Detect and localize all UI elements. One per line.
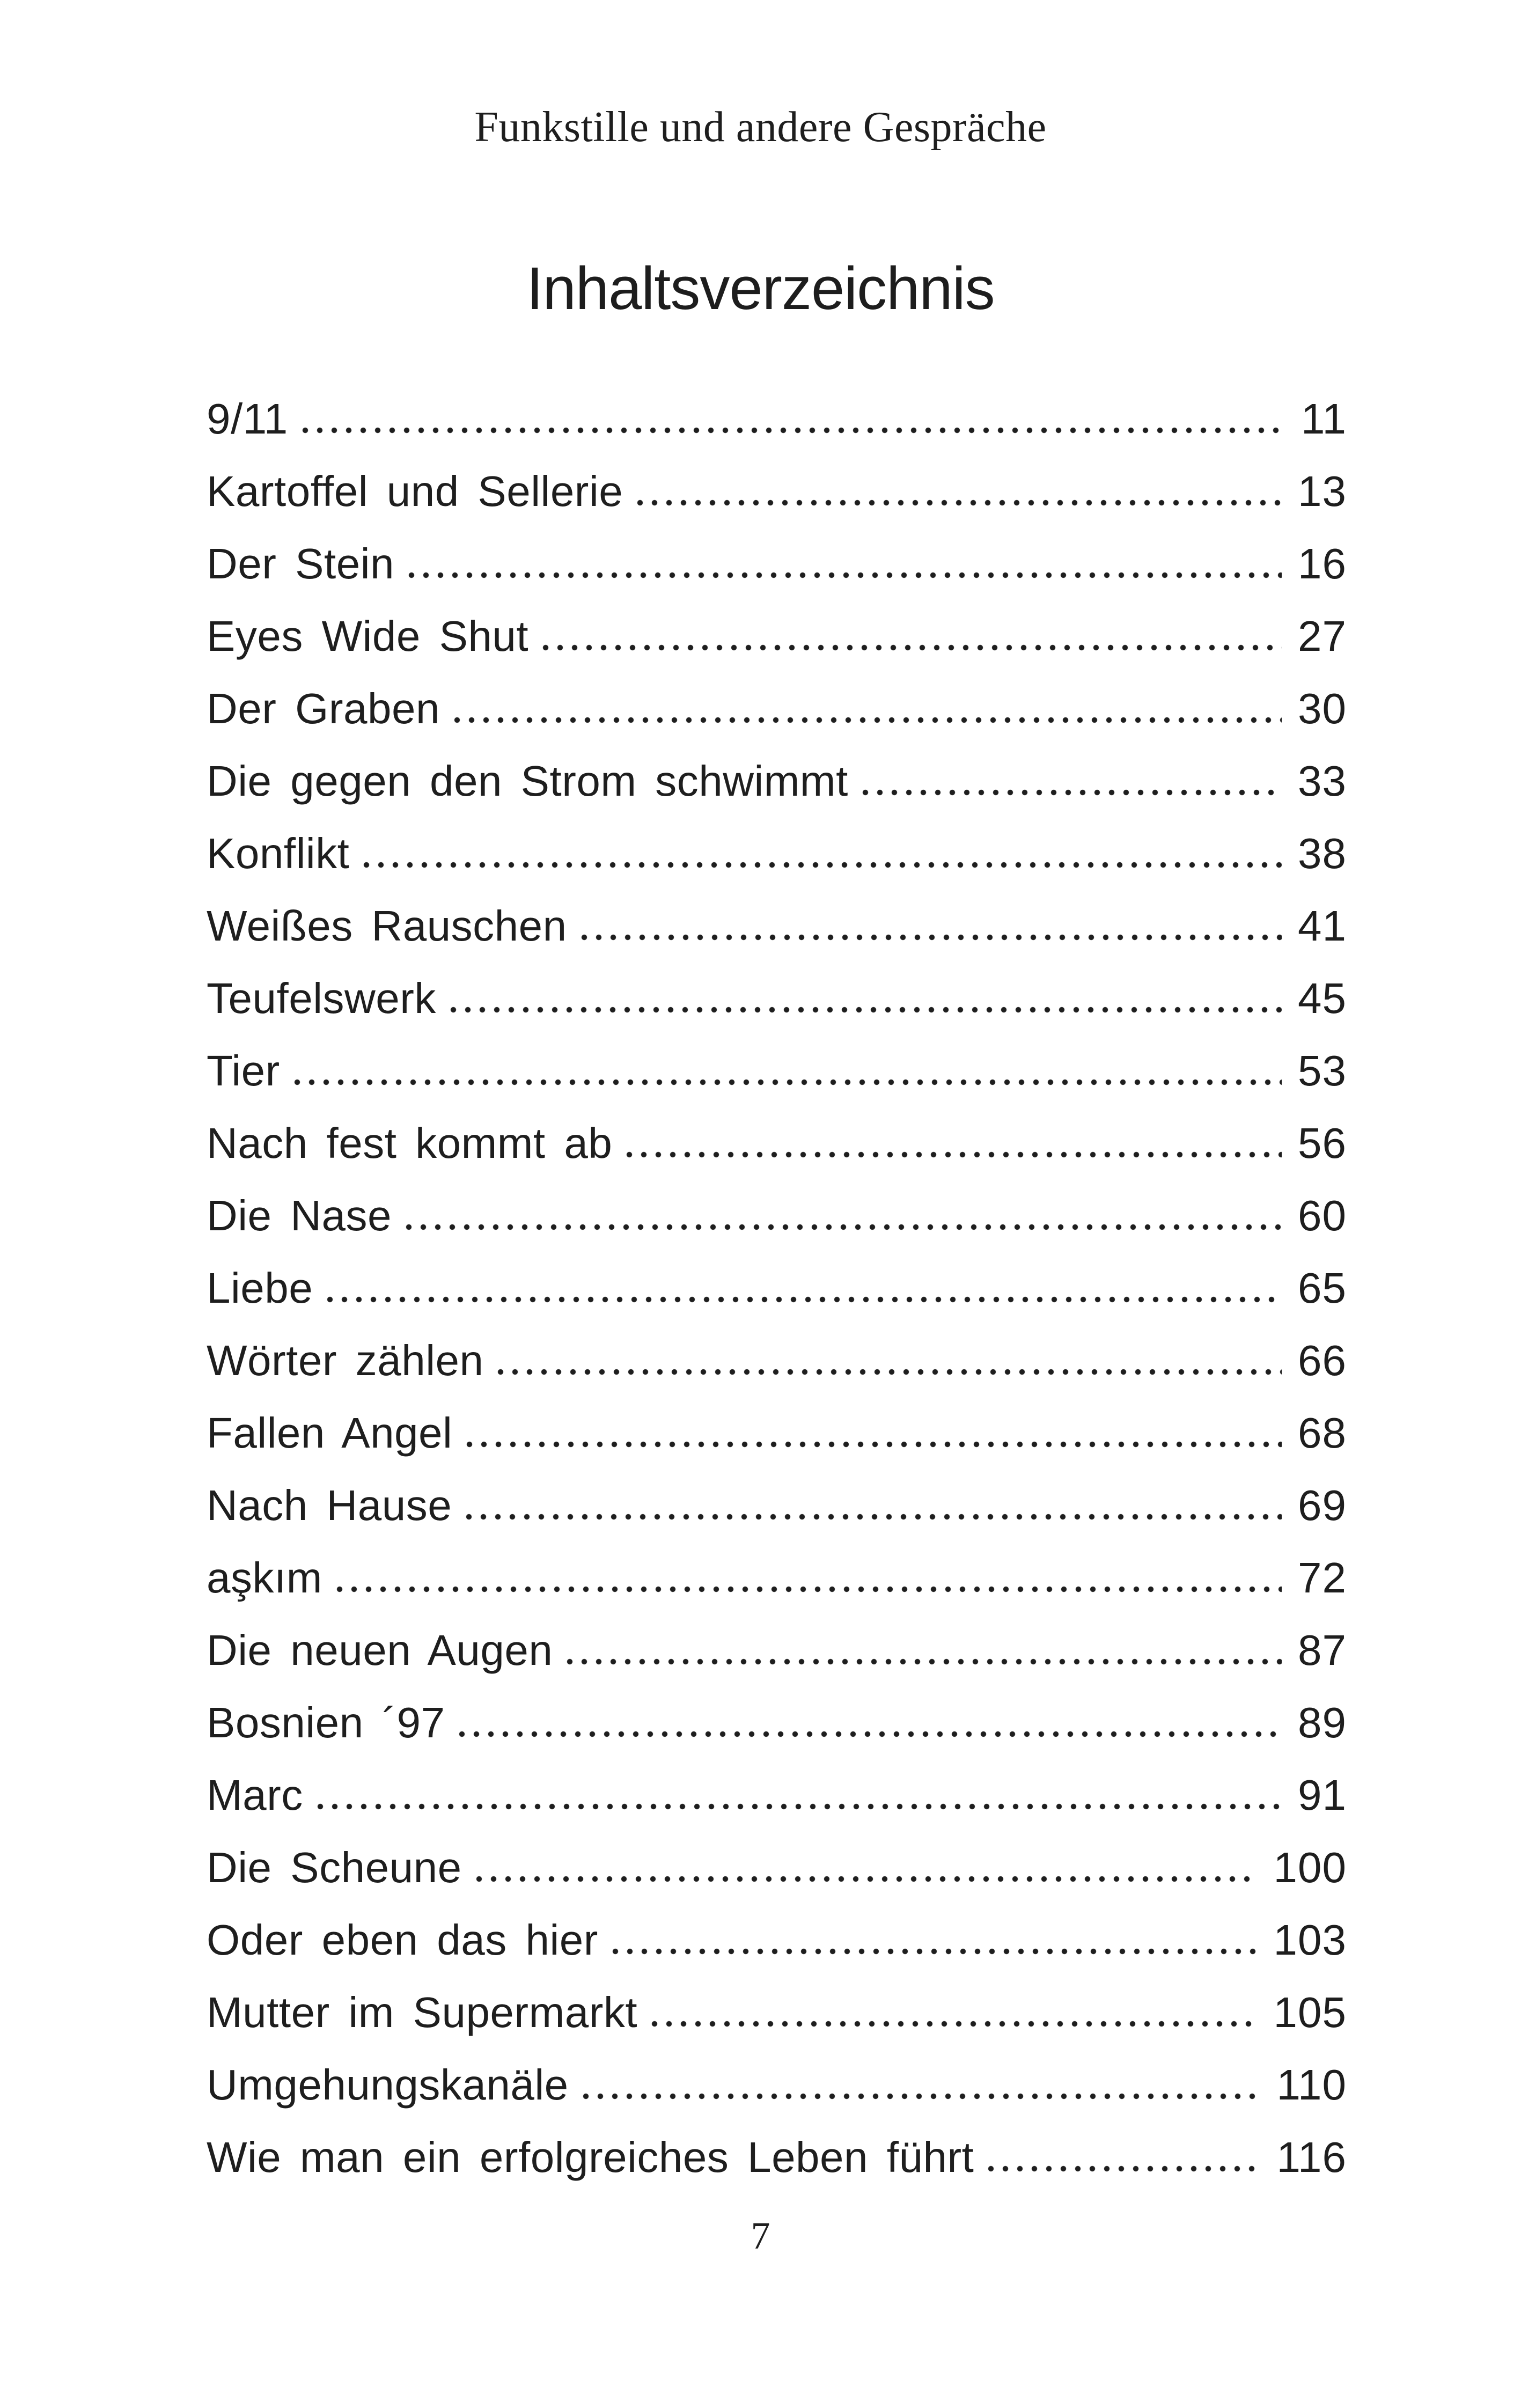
toc-entry-title: Fallen Angel — [207, 1409, 453, 1457]
toc-entry-title: Teufelswerk — [207, 974, 436, 1022]
toc-entry-title: Konflikt — [207, 829, 350, 877]
toc-list — [207, 395, 1347, 2208]
toc-leader-dots — [454, 717, 1282, 723]
toc-entry-page-number: 27 — [1298, 612, 1347, 660]
toc-entry-page-number: 56 — [1298, 1119, 1347, 1167]
toc-entry-title: Kartoffel und Sellerie — [207, 467, 623, 515]
toc-entry-page-number: 87 — [1298, 1626, 1347, 1674]
toc-entry-title: Die Nase — [207, 1192, 392, 1239]
toc-leader-dots — [408, 572, 1282, 578]
toc-entry — [207, 1409, 1347, 1484]
toc-entry-page-number: 30 — [1298, 685, 1347, 732]
toc-leader-dots — [626, 1151, 1282, 1158]
toc-entry-title: Die Scheune — [207, 1844, 462, 1891]
toc-entry-title: Oder eben das hier — [207, 1916, 598, 1964]
toc-entry — [207, 902, 1347, 977]
toc-entry — [207, 1626, 1347, 1701]
toc-leader-dots — [450, 1007, 1282, 1013]
toc-entry-page-number: 11 — [1300, 395, 1347, 443]
toc-entry — [207, 974, 1347, 1049]
toc-leader-dots — [567, 1658, 1282, 1665]
toc-entry-title: Die gegen den Strom schwimmt — [207, 757, 848, 805]
toc-entry-title: Der Stein — [207, 540, 394, 588]
toc-entry-page-number: 53 — [1298, 1047, 1347, 1095]
toc-entry-title: Bosnien ´97 — [207, 1699, 445, 1746]
toc-entry-page-number: 116 — [1276, 2133, 1347, 2181]
toc-entry-page-number: 33 — [1298, 757, 1347, 805]
toc-leader-dots — [581, 934, 1282, 941]
toc-entry — [207, 467, 1347, 542]
toc-entry-title: Weißes Rauschen — [207, 902, 567, 950]
toc-leader-dots — [862, 789, 1282, 796]
toc-leader-dots — [466, 1514, 1282, 1520]
toc-entry — [207, 1339, 1347, 1412]
toc-leader-dots — [476, 1876, 1258, 1882]
toc-leader-dots — [327, 1296, 1282, 1303]
toc-entry — [207, 395, 1347, 470]
toc-entry-page-number: 100 — [1273, 1844, 1347, 1891]
page-title: Inhaltsverzeichnis — [526, 255, 995, 322]
toc-entry-page-number: 13 — [1298, 467, 1347, 515]
toc-entry-title: 9/11 — [207, 395, 288, 443]
toc-entry-page-number: 103 — [1273, 1916, 1347, 1964]
toc-entry-title: Liebe — [207, 1264, 313, 1312]
toc-entry-page-number: 105 — [1273, 1988, 1347, 2036]
toc-entry — [207, 1846, 1347, 1919]
toc-entry — [207, 1481, 1347, 1557]
toc-entry — [207, 1119, 1347, 1194]
toc-entry-page-number: 16 — [1298, 540, 1347, 588]
toc-leader-dots — [583, 2093, 1261, 2099]
toc-entry-page-number: 69 — [1298, 1481, 1347, 1529]
toc-entry-title: aşkım — [207, 1554, 322, 1602]
toc-entry-title: Wie man ein erfolgreiches Leben führt — [207, 2133, 974, 2181]
toc-entry — [207, 1194, 1347, 1267]
toc-leader-dots — [637, 500, 1282, 506]
toc-entry-page-number: 45 — [1298, 974, 1347, 1022]
toc-leader-dots — [497, 1369, 1282, 1375]
toc-entry — [207, 612, 1347, 687]
toc-entry-page-number: 91 — [1298, 1771, 1347, 1819]
running-header: Funkstille und andere Gespräche — [474, 104, 1047, 151]
toc-entry-title: Umgehungskanäle — [207, 2061, 569, 2109]
toc-entry-page-number: 72 — [1298, 1554, 1347, 1602]
toc-entry-title: Nach Hause — [207, 1481, 452, 1529]
toc-leader-dots — [317, 1803, 1282, 1810]
toc-leader-dots — [459, 1731, 1282, 1737]
toc-leader-dots — [363, 862, 1282, 868]
toc-leader-dots — [988, 2165, 1260, 2172]
toc-entry-page-number: 66 — [1298, 1337, 1347, 1384]
toc-leader-dots — [466, 1441, 1282, 1448]
toc-leader-dots — [651, 2021, 1257, 2027]
toc-entry-page-number: 38 — [1298, 829, 1347, 877]
toc-leader-dots — [336, 1586, 1282, 1592]
toc-leader-dots — [612, 1948, 1258, 1955]
toc-entry-page-number: 60 — [1298, 1192, 1347, 1239]
toc-entry — [207, 1988, 1347, 2064]
toc-leader-dots — [542, 644, 1282, 651]
toc-entry-page-number: 65 — [1298, 1264, 1347, 1312]
toc-entry — [207, 1554, 1347, 1629]
toc-entry-page-number: 110 — [1276, 2061, 1347, 2109]
toc-entry — [207, 1916, 1347, 1991]
toc-entry-title: Der Graben — [207, 685, 440, 732]
toc-entry-title: Marc — [207, 1771, 303, 1819]
toc-leader-dots — [406, 1224, 1282, 1230]
toc-entry — [207, 1049, 1347, 1122]
toc-entry — [207, 2133, 1347, 2208]
toc-entry-page-number: 41 — [1298, 902, 1347, 950]
toc-entry-title: Wörter zählen — [207, 1337, 484, 1384]
toc-entry-title: Tier — [207, 1047, 280, 1095]
toc-entry — [207, 687, 1347, 760]
toc-entry — [207, 1771, 1347, 1846]
toc-entry-title: Mutter im Supermarkt — [207, 1988, 638, 2036]
toc-entry — [207, 829, 1347, 905]
toc-entry — [207, 1264, 1347, 1339]
toc-entry-page-number: 68 — [1298, 1409, 1347, 1457]
toc-entry — [207, 2061, 1347, 2136]
toc-entry — [207, 542, 1347, 615]
toc-leader-dots — [302, 427, 1285, 434]
toc-leader-dots — [294, 1079, 1282, 1085]
toc-entry — [207, 757, 1347, 832]
toc-entry-title: Nach fest kommt ab — [207, 1119, 613, 1167]
toc-entry-title: Eyes Wide Shut — [207, 612, 529, 660]
toc-entry-title: Die neuen Augen — [207, 1626, 553, 1674]
toc-entry — [207, 1701, 1347, 1774]
page-number: 7 — [751, 2214, 770, 2257]
toc-entry-page-number: 89 — [1298, 1699, 1347, 1746]
